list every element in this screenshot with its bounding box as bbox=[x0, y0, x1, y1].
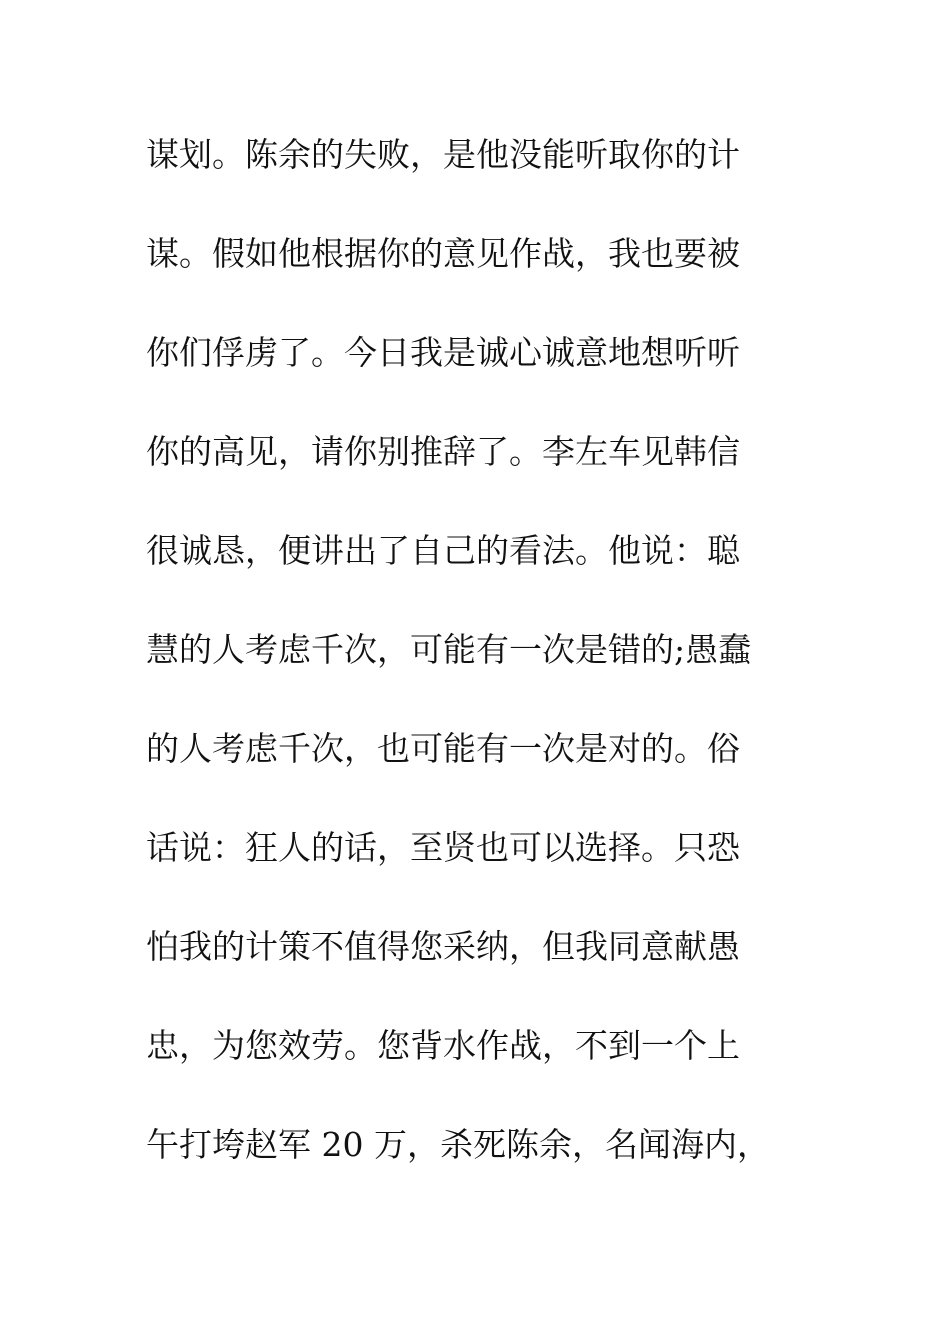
text-line: 怕我的计策不值得您采纳，但我同意献愚 bbox=[146, 927, 740, 966]
body-text bbox=[146, 122, 816, 1211]
text-line: 慧的人考虑千次，可能有一次是错的;愚蠢 bbox=[146, 630, 752, 669]
text-line: 午打垮赵军 20 万，杀死陈余，名闻海内， bbox=[146, 1125, 770, 1164]
text-line: 你们俘虏了。今日我是诚心诚意地想听听 bbox=[146, 333, 740, 372]
text-line: 很诚恳，便讲出了自己的看法。他说：聪 bbox=[146, 531, 740, 570]
text-line: 谋划。陈余的失败，是他没能听取你的计 bbox=[146, 135, 740, 174]
text-line: 谋。假如他根据你的意见作战，我也要被 bbox=[146, 234, 740, 273]
text-line: 话说：狂人的话，至贤也可以选择。只恐 bbox=[146, 828, 740, 867]
text-line: 你的高见，请你别推辞了。李左车见韩信 bbox=[146, 432, 740, 471]
text-line: 的人考虑千次，也可能有一次是对的。俗 bbox=[146, 729, 740, 768]
text-line: 忠，为您效劳。您背水作战，不到一个上 bbox=[146, 1026, 740, 1065]
